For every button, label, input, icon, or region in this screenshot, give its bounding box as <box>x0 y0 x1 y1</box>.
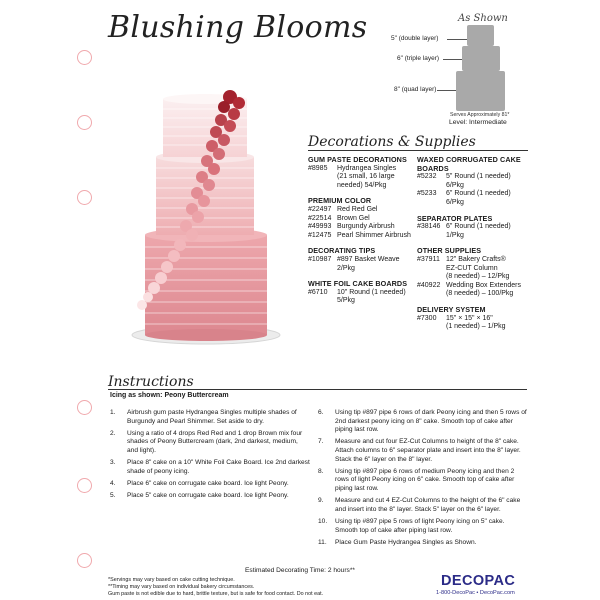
item-description: Red Red Gel <box>337 205 378 213</box>
supply-group <box>308 247 416 273</box>
supply-group-title: OTHER SUPPLIES <box>417 246 482 256</box>
step-number: 8. <box>318 467 324 475</box>
item-code <box>417 273 446 282</box>
item-description: (21 small, 16 large <box>337 173 395 181</box>
step-text: Using tip #897 pipe 5 rows of light Peony icing on 5" cake. Smooth top of cake after piping last row. <box>335 517 505 534</box>
instruction-step <box>110 492 310 501</box>
supply-group <box>308 280 416 306</box>
supply-group-title: SEPARATOR PLATES <box>417 213 493 223</box>
supply-group-title: PREMIUM COLOR <box>308 196 372 206</box>
supply-item <box>417 223 527 232</box>
supply-item <box>308 182 416 191</box>
supply-item <box>417 182 527 191</box>
supply-item <box>417 190 527 199</box>
step-number: 2. <box>110 429 116 437</box>
supply-item <box>417 232 527 241</box>
step-text: Place 6" cake on corrugate cake board. Ice light Peony. <box>127 479 289 487</box>
step-text: Measure and cut 4 EZ-Cut Columns to the height of the 6" cake and insert into the 8" layer. Stack 5" layer on the 6" layer. <box>335 497 521 513</box>
item-code <box>417 232 446 241</box>
step-number: 6. <box>318 409 324 416</box>
step-text: Using tip #897 pipe 6 rows of dark Peony icing and then 5 rows of 2nd darkest peony icing on 8" cake. Smooth top of cake after piping last row. <box>335 409 527 434</box>
instruction-step <box>318 518 528 535</box>
item-description: (8 needed) – 100/Pkg <box>446 290 514 298</box>
estimated-time: Estimated Decorating Time: 2 hours** <box>245 567 355 574</box>
item-description: Burgundy Airbrush <box>337 223 395 231</box>
item-description: 6" Round (1 needed) <box>446 190 511 198</box>
instruction-step <box>318 468 528 494</box>
tier-label-top: 5" (double layer) <box>391 35 439 42</box>
item-description: Hydrangea Singles <box>337 164 397 172</box>
servings-note: Serves Approximately 81* <box>450 112 510 118</box>
step-number: 1. <box>110 409 116 416</box>
supply-item <box>417 173 527 182</box>
step-number: 10. <box>318 517 328 525</box>
step-number: 4. <box>110 479 116 487</box>
binder-hole <box>77 115 92 130</box>
item-description: 2/Pkg <box>337 264 355 272</box>
item-description: Wedding Box Extenders <box>446 281 521 289</box>
item-description: 15" × 15" × 16" <box>446 314 493 322</box>
supply-item <box>308 206 416 215</box>
item-description: EZ-CUT Column <box>446 264 498 272</box>
step-number: 7. <box>318 438 324 446</box>
item-code: #10987 <box>308 255 332 263</box>
supply-group-title: DELIVERY SYSTEM <box>417 304 486 314</box>
item-code: #22497 <box>308 205 332 213</box>
item-code: #49993 <box>308 223 332 231</box>
tier-bottom <box>456 71 505 111</box>
step-text: Place Gum Paste Hydrangea Singles as Shown. <box>335 538 477 546</box>
instruction-step <box>110 430 310 456</box>
item-code: #12475 <box>308 231 332 239</box>
item-description: Brown Gel <box>337 214 370 222</box>
supply-group <box>308 197 416 240</box>
instructions-heading: Instructions <box>108 374 194 390</box>
item-code <box>417 182 446 191</box>
step-text: Using a ratio of 4 drops Red Red and 1 drop Brown mix four shades of Peony Buttercream (dark, 2nd darkest, medium, and light). <box>127 429 303 454</box>
steps-list-right <box>318 409 528 551</box>
item-code <box>308 182 337 191</box>
item-code: #40922 <box>417 281 441 289</box>
tier-label-bottom: 8" (quad layer) <box>394 86 437 93</box>
step-text: Airbrush gum paste Hydrangea Singles multiple shades of Burgundy and Pearl Shimmer. Set aside to dry. <box>127 409 297 425</box>
icing-note: Icing as shown: Peony Buttercream <box>110 392 229 399</box>
step-number: 3. <box>110 459 116 467</box>
step-text: Using tip #897 pipe 6 rows of medium Peony icing and then 2 rows of light Peony icing on 6" cake. Smooth top of cake after piping last row. <box>335 467 515 492</box>
tier-top <box>467 25 494 46</box>
supplies-column-left <box>308 156 416 313</box>
supply-item <box>308 232 416 241</box>
supply-item <box>417 282 527 291</box>
supply-item <box>417 290 527 299</box>
item-code: #6710 <box>308 288 328 296</box>
tier-middle <box>462 46 500 71</box>
binder-hole <box>77 478 92 493</box>
item-code: #22514 <box>308 214 332 222</box>
item-description: 5" Round (1 needed) <box>446 173 511 181</box>
supply-group-title: GUM PASTE DECORATIONS <box>308 155 407 164</box>
item-description: 10" Round (1 needed) <box>337 288 406 296</box>
step-text: Measure and cut four EZ-Cut Columns to height of the 8" cake. Attach columns to 6" separator plate and insert into the 8" layer. Stack the 6" layer on the 8" layer. <box>335 438 521 463</box>
instruction-step <box>318 409 528 435</box>
step-number: 5. <box>110 492 116 500</box>
supply-group <box>417 215 527 241</box>
supply-item <box>308 297 416 306</box>
instructions-rule <box>108 389 527 390</box>
item-description: 6" Round (1 needed) <box>446 223 511 231</box>
item-description: (8 needed) – 12/Pkg <box>446 273 510 281</box>
supply-item <box>417 265 527 274</box>
tier-label-middle: 6" (triple layer) <box>397 55 440 62</box>
item-description: 1/Pkg <box>446 231 464 239</box>
item-code <box>417 323 446 332</box>
supply-group <box>308 156 416 190</box>
item-description: 5/Pkg <box>337 297 355 305</box>
contact-line: 1-800-DecoPac • DecoPac.com <box>436 590 515 596</box>
supply-group <box>417 247 527 299</box>
footnote: *Servings may vary based on cake cutting technique. <box>108 577 235 583</box>
instruction-step <box>110 409 310 426</box>
item-code <box>417 199 446 208</box>
instruction-step <box>110 480 310 489</box>
item-description: (1 needed) – 1/Pkg <box>446 323 506 331</box>
instruction-step <box>318 438 528 464</box>
item-code <box>417 265 446 274</box>
item-code <box>417 290 446 299</box>
instruction-step <box>318 497 528 514</box>
supply-item <box>308 215 416 224</box>
supply-item <box>417 256 527 265</box>
steps-list-left <box>110 409 310 504</box>
item-code: #5233 <box>417 190 437 198</box>
instruction-step <box>318 539 528 548</box>
decopac-logo: DECOPAC <box>441 573 516 589</box>
page-title: Blushing Blooms <box>108 10 368 45</box>
supply-item <box>308 256 416 265</box>
item-code: #37911 <box>417 255 440 263</box>
heading-rule <box>308 150 528 151</box>
supply-item <box>308 289 416 298</box>
supply-item <box>308 265 416 274</box>
supplies-column-right <box>417 156 527 339</box>
step-number: 11. <box>318 538 327 546</box>
item-description: 6/Pkg <box>446 181 464 189</box>
step-text: Place 8" cake on a 10" White Foil Cake Board. Ice 2nd darkest shade of peony icing. <box>127 459 310 475</box>
supply-group-title: DECORATING TIPS <box>308 246 376 256</box>
item-code: #7300 <box>417 314 437 322</box>
item-code <box>308 265 337 274</box>
item-description: 6/Pkg <box>446 198 464 206</box>
item-description: needed) 54/Pkg <box>337 181 387 189</box>
binder-hole <box>77 50 92 65</box>
item-code <box>308 173 337 182</box>
supply-group-title: WHITE FOIL CAKE BOARDS <box>308 279 408 289</box>
item-description: #897 Basket Weave <box>337 255 400 263</box>
cake-photo <box>118 85 298 350</box>
item-code <box>308 297 337 306</box>
footnote: **Timing may vary based on individual bakery circumstances. <box>108 584 255 590</box>
as-shown-label: As Shown <box>458 13 508 24</box>
item-code: #5232 <box>417 173 437 181</box>
skill-level: Level: Intermediate <box>449 119 507 126</box>
supply-group <box>417 156 527 208</box>
supply-item <box>417 199 527 208</box>
step-text: Place 5" cake on corrugate cake board. Ice light Peony. <box>127 492 289 500</box>
supply-item <box>417 315 527 324</box>
instruction-step <box>110 459 310 476</box>
supply-item <box>417 273 527 282</box>
footnote: Gum paste is not edible due to hard, brittle texture, but is safe for food contact. Do not eat. <box>108 591 324 597</box>
item-code: #38146 <box>417 223 441 231</box>
binder-hole <box>77 553 92 568</box>
item-description: Pearl Shimmer Airbrush <box>337 231 411 239</box>
supply-item <box>308 165 416 174</box>
supply-group <box>417 306 527 332</box>
supply-group-title: WAXED CORRUGATED CAKE BOARDS <box>417 155 521 173</box>
supply-item <box>417 323 527 332</box>
binder-hole <box>77 190 92 205</box>
supply-item <box>308 223 416 232</box>
item-code: #8985 <box>308 164 328 172</box>
decorations-heading: Decorations & Supplies <box>308 134 476 150</box>
item-description: 12" Bakery Crafts® <box>446 255 506 263</box>
binder-hole <box>77 400 92 415</box>
step-number: 9. <box>318 497 324 505</box>
supply-item <box>308 173 416 182</box>
